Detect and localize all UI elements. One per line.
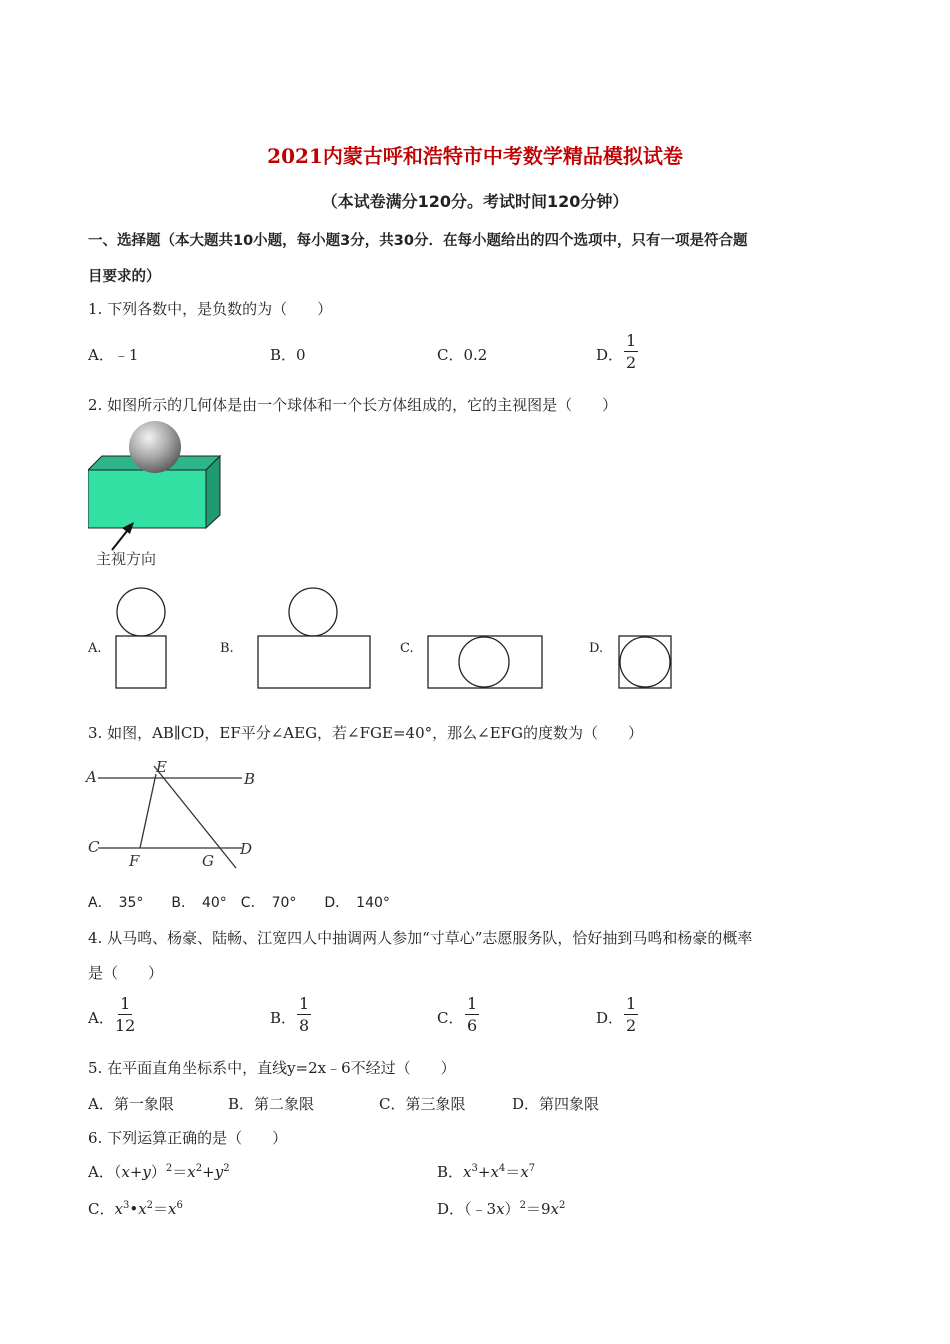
point-label-e: E: [156, 758, 167, 776]
fraction-denominator: 8: [299, 1016, 310, 1035]
q4-option-d-label: D．: [596, 1009, 624, 1027]
view-direction-label: 主视方向: [96, 550, 157, 568]
q4-option-c-fraction: [465, 996, 479, 1034]
fraction-numerator: 1: [467, 994, 478, 1013]
point-label-c: C: [88, 838, 100, 856]
parallel-lines-figure: [82, 752, 262, 872]
question-2-stem: 2. 如图所示的几何体是由一个球体和一个长方体组成的，它的主视图是（ ）: [88, 396, 618, 414]
geometry-solid-figure: [88, 420, 228, 572]
q6-option-a-expression: $(x+y)^2=x^2+y^2$: [113, 1163, 230, 1181]
point-label-a: A: [86, 768, 97, 786]
q6-option-c-label: C．: [88, 1200, 115, 1218]
fraction-denominator: 2: [626, 353, 637, 372]
q4-option-a-fraction: [115, 996, 135, 1034]
question-6-stem: 6. 下列运算正确的是（ ）: [88, 1129, 288, 1147]
fraction-denominator: 6: [467, 1016, 478, 1035]
exam-subtitle: （本试卷满分120分。考试时间120分钟）: [321, 192, 629, 211]
point-label-b: B: [244, 770, 256, 788]
fraction-numerator: 1: [120, 994, 131, 1013]
q1-option-a: A．﹣1: [88, 346, 139, 364]
point-label-d: D: [240, 840, 253, 858]
q2-option-d-view: [617, 634, 675, 692]
q4-option-d-fraction: [624, 996, 638, 1034]
q4-option-c-label: C．: [437, 1009, 464, 1027]
q6-option-b: [437, 1161, 535, 1182]
q4-option-b-fraction: [297, 996, 311, 1034]
q6-option-c-expression: $x^3•x^2=x^6$: [114, 1200, 183, 1218]
q1-option-d-label: D．: [596, 346, 624, 364]
fraction-numerator: 1: [299, 994, 310, 1013]
q6-option-d-expression: $(﹣3x)^2=9x^2$: [464, 1200, 566, 1218]
q5-option-b: B．第二象限: [228, 1095, 315, 1113]
q3-options: A． 35° B． 40° C． 70° D． 140°: [88, 895, 390, 911]
fraction-denominator: 2: [626, 1016, 637, 1035]
q6-option-b-label: B．: [437, 1163, 464, 1181]
page-title: 2021内蒙古呼和浩特市中考数学精品模拟试卷: [267, 144, 683, 168]
q2-option-d-label: D.: [589, 641, 604, 656]
q2-option-a-view: [112, 586, 172, 692]
q2-option-c-label: C.: [400, 641, 414, 656]
question-1-stem: 1. 下列各数中，是负数的为（ ）: [88, 300, 333, 318]
q1-option-d-fraction: [624, 333, 638, 371]
q6-option-a: [88, 1161, 230, 1182]
q6-option-d-label: D．: [437, 1200, 465, 1218]
q6-option-b-expression: $x^3+x^4=x^7$: [463, 1163, 536, 1181]
question-3-stem: 3. 如图，AB∥CD，EF平分∠AEG，若∠FGE=40°，那么∠EFG的度数为（ ）: [88, 724, 644, 742]
question-4-stem: 4. 从马鸣、杨豪、陆畅、江宽四人中抽调两人参加“寸草心”志愿服务队，恰好抽到马鸣和杨豪的概率: [88, 929, 753, 947]
q5-option-d: D．第四象限: [512, 1095, 600, 1113]
q1-option-b: B．0: [270, 346, 306, 364]
q5-option-a: A．第一象限: [88, 1095, 174, 1113]
q4-option-b-label: B．: [270, 1009, 297, 1027]
q2-option-b-label: B.: [220, 641, 234, 656]
q1-option-c: C．0.2: [437, 346, 488, 364]
q4-option-a-label: A．: [88, 1009, 114, 1027]
point-label-f: F: [129, 852, 140, 870]
fraction-numerator: 1: [626, 331, 637, 350]
q2-option-b-view: [256, 586, 374, 692]
question-5-stem: 5. 在平面直角坐标系中，直线y=2x﹣6不经过（ ）: [88, 1059, 456, 1077]
section-heading-continued: 目要求的）: [88, 269, 161, 285]
section-heading: 一、选择题（本大题共10小题，每小题3分，共30分．在每小题给出的四个选项中，只有一项是符合题: [88, 233, 748, 249]
point-label-g: G: [202, 852, 214, 870]
question-4-stem-continued: 是（ ）: [88, 964, 164, 982]
q6-option-c: [88, 1198, 183, 1219]
q5-option-c: C．第三象限: [379, 1095, 466, 1113]
fraction-denominator: 12: [115, 1016, 136, 1035]
q6-option-a-label: A．: [88, 1163, 114, 1181]
q6-option-d: [437, 1198, 565, 1219]
q2-option-c-view: [426, 634, 546, 692]
fraction-numerator: 1: [626, 994, 637, 1013]
q2-option-a-label: A.: [88, 641, 102, 656]
